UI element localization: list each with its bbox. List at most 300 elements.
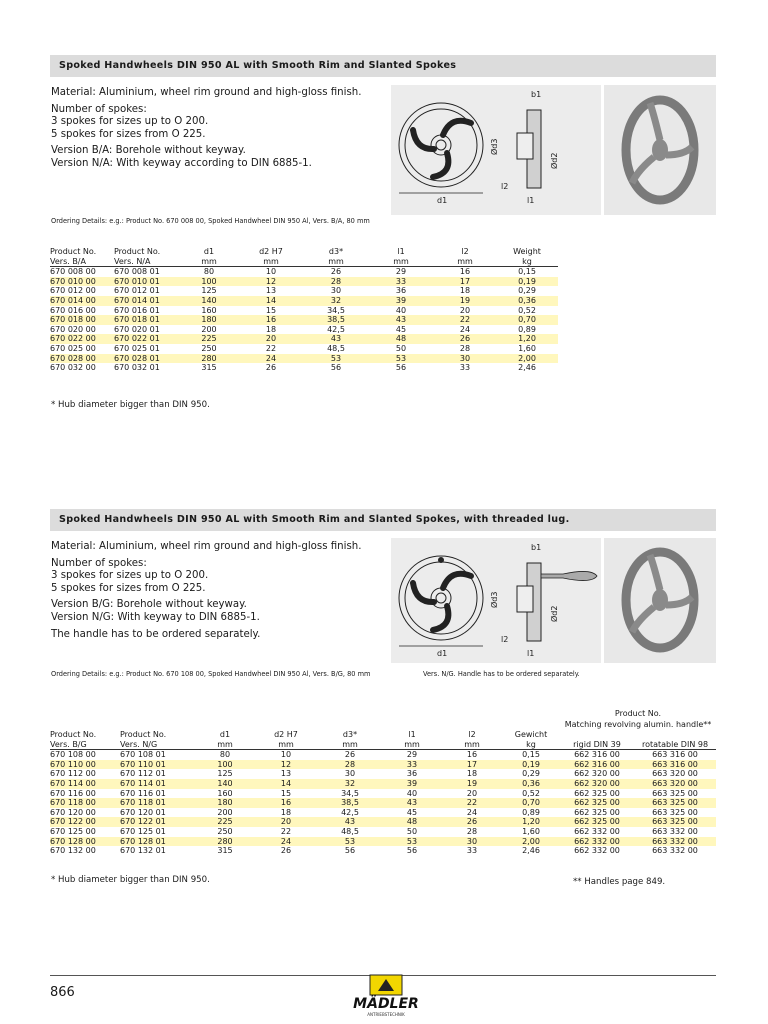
- table-cell: 663 332 00: [652, 846, 698, 856]
- table-cell: 15: [280, 788, 292, 798]
- table-cell: 28: [459, 343, 471, 353]
- table-cell: 670 016 00: [50, 305, 96, 315]
- table-cell: 19: [434, 296, 496, 306]
- table-cell: 670 014 01: [114, 296, 180, 306]
- table-cell: 670 125 00: [50, 826, 96, 836]
- table-cell: 16: [466, 750, 478, 760]
- table-cell: 17: [442, 760, 502, 770]
- table-cell: 42,5: [341, 807, 359, 817]
- table-cell: 1,20: [502, 817, 560, 827]
- version-line: Version B/G: Borehole without keyway.: [51, 599, 247, 611]
- table-cell: 33: [466, 846, 478, 856]
- table-cell: 43: [304, 334, 368, 344]
- technical-drawing: [391, 538, 601, 663]
- table-cell: 0,29: [518, 286, 536, 296]
- table-cell: 50: [406, 826, 418, 836]
- section1-title: Spoked Handwheels DIN 950 AL with Smooth Rim and Slanted Spokes: [50, 55, 716, 77]
- table-cell: 670 116 00: [50, 788, 96, 798]
- table-cell: 663 325 00: [634, 817, 716, 827]
- table-cell: 0,36: [502, 779, 560, 789]
- table-cell: 670 028 00: [50, 354, 114, 364]
- table-row: [50, 306, 558, 316]
- table-cell: 43: [318, 817, 382, 827]
- table-cell: 24: [459, 324, 471, 334]
- column-header: Product No.: [50, 730, 97, 739]
- table-group-header: [50, 708, 716, 730]
- table-cell: 250: [217, 826, 233, 836]
- l2-label: l2: [501, 182, 509, 191]
- table-cell: 662 325 00: [574, 788, 620, 798]
- table-cell: 22: [265, 343, 277, 353]
- table-row: [50, 808, 716, 818]
- table-cell: 24: [466, 807, 478, 817]
- column-header: rotatable DIN 98: [634, 740, 716, 750]
- table-cell: 0,29: [522, 769, 540, 779]
- table-cell: 0,15: [522, 750, 540, 760]
- table-cell: 53: [304, 354, 368, 364]
- table-cell: 34,5: [327, 305, 345, 315]
- column-header: d2 H7: [259, 247, 283, 256]
- table-cell: 36: [395, 286, 407, 296]
- table-cell: 0,19: [502, 760, 560, 770]
- table-row: [50, 363, 558, 373]
- column-header: Product No.: [120, 730, 167, 739]
- spokes-line: 5 spokes for sizes from O 225.: [51, 582, 206, 594]
- column-header: mm: [434, 257, 496, 267]
- brand-logo-mark: [336, 973, 436, 1019]
- table-cell: 48: [382, 817, 442, 827]
- table-cell: 670 025 01: [114, 343, 160, 353]
- table-cell: 24: [238, 354, 304, 364]
- footnote: * Hub diameter bigger than DIN 950.: [51, 400, 210, 410]
- table-cell: 662 332 00: [574, 846, 620, 856]
- handwheel-photo: [604, 85, 716, 215]
- table-row: [50, 325, 558, 335]
- table-cell: 30: [442, 837, 502, 847]
- column-header: mm: [368, 257, 434, 267]
- column-header: d3*: [342, 730, 358, 739]
- d3-label: Ød3: [490, 591, 499, 608]
- table-cell: 33: [382, 760, 442, 770]
- table-cell: 22: [434, 315, 496, 325]
- table-cell: 670 032 01: [114, 363, 160, 373]
- column-header: l1: [408, 730, 416, 739]
- l2-label: l2: [501, 635, 509, 644]
- table-cell: 670 122 01: [120, 817, 196, 827]
- table-cell: 662 316 00: [560, 760, 634, 770]
- table-cell: 56: [395, 363, 407, 373]
- table-cell: 48,5: [327, 343, 345, 353]
- table-cell: 662 320 00: [574, 769, 620, 779]
- material-line: Material: Aluminium, wheel rim ground and high-gloss finish.: [51, 87, 362, 98]
- table-cell: 53: [382, 837, 442, 847]
- table-row: [50, 296, 558, 306]
- column-header: mm: [442, 740, 502, 750]
- table-cell: 36: [406, 769, 418, 779]
- table-cell: 2,00: [496, 354, 558, 364]
- table-row: [50, 789, 716, 799]
- table-cell: 250: [201, 343, 217, 353]
- table-cell: 80: [219, 750, 231, 760]
- table-cell: 17: [434, 277, 496, 287]
- table-cell: 48,5: [341, 826, 359, 836]
- table-cell: 20: [459, 305, 471, 315]
- handwheel-photo: [604, 538, 716, 663]
- table-cell: 670 120 01: [120, 807, 166, 817]
- table-cell: 19: [442, 779, 502, 789]
- table-cell: 663 325 00: [652, 788, 698, 798]
- product-photo: [604, 538, 716, 663]
- table-cell: 18: [466, 769, 478, 779]
- table-cell: 662 325 00: [560, 798, 634, 808]
- column-header: Vers. N/A: [114, 257, 180, 267]
- spokes-title: Number of spokes:: [51, 557, 147, 569]
- table-cell: 670 110 00: [50, 760, 120, 770]
- column-header: kg: [502, 740, 560, 750]
- table-cell: 670 018 01: [114, 315, 180, 325]
- table-cell: 670 032 00: [50, 363, 96, 373]
- table-cell: 14: [254, 779, 318, 789]
- section1-description: [51, 87, 361, 171]
- table-cell: 670 012 00: [50, 286, 96, 296]
- page-number: 866: [50, 985, 75, 1000]
- table-cell: 280: [196, 837, 254, 847]
- table-cell: 670 112 00: [50, 769, 96, 779]
- table-cell: 45: [406, 807, 418, 817]
- table-header-row: [50, 247, 558, 257]
- table-cell: 670 008 01: [114, 267, 160, 277]
- table-cell: 663 316 00: [634, 760, 716, 770]
- handwheel-drawing: [391, 538, 601, 663]
- table-cell: 670 118 01: [120, 798, 196, 808]
- table-cell: 662 332 00: [560, 837, 634, 847]
- table-cell: 13: [280, 769, 292, 779]
- table-cell: 53: [318, 837, 382, 847]
- table-cell: 28: [304, 277, 368, 287]
- table-row: [50, 817, 716, 827]
- column-header: d2 H7: [274, 730, 298, 739]
- column-header: mm: [180, 257, 238, 267]
- table-cell: 22: [280, 826, 292, 836]
- table-cell: 22: [442, 798, 502, 808]
- table-cell: 670 108 01: [120, 750, 166, 760]
- b1-label: b1: [531, 90, 542, 99]
- table-cell: 0,89: [518, 324, 536, 334]
- footnote-handles: ** Handles page 849.: [573, 877, 666, 887]
- table-cell: 100: [180, 277, 238, 287]
- table-cell: 50: [395, 343, 407, 353]
- table-cell: 670 018 00: [50, 315, 114, 325]
- table-cell: 670 125 01: [120, 826, 166, 836]
- brand-logo: [336, 973, 436, 1019]
- table-cell: 670 112 01: [120, 769, 166, 779]
- table-cell: 20: [254, 817, 318, 827]
- table-cell: 0,70: [502, 798, 560, 808]
- table-row: [50, 354, 558, 364]
- table-cell: 140: [196, 779, 254, 789]
- table-header-row: [50, 257, 558, 267]
- table-cell: 670 008 00: [50, 267, 96, 277]
- table-cell: 53: [368, 354, 434, 364]
- ordering-details: Ordering Details: e.g.: Product No. 670 108 00, Spoked Handwheel DIN 950 Al, Vers. B/G, 80 mm: [51, 670, 371, 678]
- table-cell: 180: [196, 798, 254, 808]
- table-row: [50, 334, 558, 344]
- table-cell: 0,89: [522, 807, 540, 817]
- table-cell: 0,15: [518, 267, 536, 277]
- table-cell: 663 320 00: [634, 779, 716, 789]
- table-header-row: [50, 730, 716, 740]
- table-cell: 670 020 01: [114, 324, 160, 334]
- table-row: [50, 846, 716, 856]
- column-header: Vers. B/G: [50, 740, 120, 750]
- product-table: [50, 247, 558, 373]
- table-cell: 200: [201, 324, 217, 334]
- material-line: Material: Aluminium, wheel rim ground and high-gloss finish.: [51, 541, 362, 552]
- table-cell: 32: [304, 296, 368, 306]
- table-cell: 670 016 01: [114, 305, 160, 315]
- product-table: [50, 708, 716, 856]
- ordering-details: Ordering Details: e.g.: Product No. 670 008 00, Spoked Handwheel DIN 950 Al, Vers. B/A, 80 mm: [51, 217, 370, 225]
- group-header-label: Product No. Matching revolving alumin. handle**: [564, 709, 712, 729]
- column-header: mm: [318, 740, 382, 750]
- table-cell: 670 110 01: [120, 760, 196, 770]
- b1-label: b1: [531, 543, 542, 552]
- table-cell: 34,5: [341, 788, 359, 798]
- table-cell: 80: [203, 267, 215, 277]
- d2-label: Ød2: [550, 152, 559, 169]
- table-cell: 20: [238, 334, 304, 344]
- table-cell: 670 132 01: [120, 846, 166, 856]
- table-cell: 24: [254, 837, 318, 847]
- table-cell: 29: [406, 750, 418, 760]
- table-cell: 12: [238, 277, 304, 287]
- section2-description: [51, 541, 361, 641]
- d1-label: d1: [437, 649, 448, 658]
- table-row: [50, 779, 716, 789]
- table-cell: 315: [217, 846, 233, 856]
- table-cell: 32: [318, 779, 382, 789]
- table-row: [50, 798, 716, 808]
- table-cell: 39: [382, 779, 442, 789]
- section2-title: Spoked Handwheels DIN 950 AL with Smooth Rim and Slanted Spokes, with threaded lug.: [50, 509, 716, 531]
- table-cell: 670 128 00: [50, 837, 120, 847]
- table-row: [50, 827, 716, 837]
- table-cell: 12: [254, 760, 318, 770]
- table-cell: 670 022 01: [114, 334, 180, 344]
- table-cell: 670 120 00: [50, 807, 96, 817]
- table-cell: 315: [201, 363, 217, 373]
- table-cell: 56: [330, 363, 342, 373]
- table-cell: 662 325 00: [574, 807, 620, 817]
- l1-label: l1: [527, 196, 535, 205]
- table-cell: 40: [406, 788, 418, 798]
- table-cell: 18: [265, 324, 277, 334]
- table-cell: 662 320 00: [560, 779, 634, 789]
- table-cell: 663 325 00: [634, 798, 716, 808]
- footnote: * Hub diameter bigger than DIN 950.: [51, 875, 210, 885]
- table-row: [50, 344, 558, 354]
- table-cell: 40: [395, 305, 407, 315]
- table-cell: 670 128 01: [120, 837, 196, 847]
- table-cell: 48: [368, 334, 434, 344]
- table-cell: 13: [265, 286, 277, 296]
- table-row: [50, 750, 716, 760]
- table-cell: 670 014 00: [50, 296, 114, 306]
- table-cell: 670 118 00: [50, 798, 120, 808]
- table-cell: 0,19: [496, 277, 558, 287]
- table-row: [50, 315, 558, 325]
- table-cell: 0,52: [518, 305, 536, 315]
- table-cell: 663 332 00: [634, 837, 716, 847]
- column-header: Product No.: [50, 247, 97, 256]
- d3-label: Ød3: [490, 138, 499, 155]
- table-cell: 670 028 01: [114, 354, 180, 364]
- table-cell: 670 010 00: [50, 277, 114, 287]
- column-header: kg: [496, 257, 558, 267]
- table-cell: 42,5: [327, 324, 345, 334]
- table-cell: 670 108 00: [50, 750, 96, 760]
- table-cell: 100: [196, 760, 254, 770]
- table-cell: 26: [434, 334, 496, 344]
- ordering-note: Vers. N/G. Handle has to be ordered separately.: [423, 670, 580, 678]
- column-header: l1: [397, 247, 405, 256]
- handwheel-drawing: [391, 85, 601, 215]
- table-cell: 662 325 00: [560, 817, 634, 827]
- table-cell: 38,5: [318, 798, 382, 808]
- table-cell: 670 132 00: [50, 846, 96, 856]
- table-cell: 26: [344, 750, 356, 760]
- table-cell: 0,70: [496, 315, 558, 325]
- table-cell: 26: [280, 846, 292, 856]
- column-header: d1: [203, 247, 215, 256]
- version-line: Version N/A: With keyway according to DIN 6885-1.: [51, 157, 312, 169]
- table-cell: 33: [459, 363, 471, 373]
- column-header: mm: [254, 740, 318, 750]
- table-cell: 160: [217, 788, 233, 798]
- table-cell: 125: [201, 286, 217, 296]
- table-cell: 663 320 00: [652, 769, 698, 779]
- table-row: [50, 277, 558, 287]
- column-header: d3*: [328, 247, 344, 256]
- brand-name: MÄDLER: [353, 996, 419, 1012]
- table-cell: 14: [238, 296, 304, 306]
- table-cell: 1,60: [518, 343, 536, 353]
- d1-label: d1: [437, 196, 448, 205]
- table-cell: 28: [318, 760, 382, 770]
- table-cell: 28: [466, 826, 478, 836]
- column-header: Product No.: [114, 247, 161, 256]
- column-header: Vers. B/A: [50, 257, 114, 267]
- table-cell: 662 316 00: [574, 750, 620, 760]
- table-cell: 18: [459, 286, 471, 296]
- table-cell: 160: [201, 305, 217, 315]
- table-cell: 140: [180, 296, 238, 306]
- table-cell: 0,52: [522, 788, 540, 798]
- table-cell: 280: [180, 354, 238, 364]
- column-header: mm: [382, 740, 442, 750]
- l1-label: l1: [527, 649, 535, 658]
- brand-tagline: ANTRIEBSTECHNIK: [367, 1012, 405, 1017]
- spokes-title: Number of spokes:: [51, 103, 147, 115]
- table-cell: 30: [434, 354, 496, 364]
- table-cell: 45: [395, 324, 407, 334]
- column-header: mm: [238, 257, 304, 267]
- column-header: l2: [461, 247, 469, 256]
- table-cell: 662 332 00: [574, 826, 620, 836]
- table-cell: 225: [196, 817, 254, 827]
- column-header: Gewicht: [514, 730, 548, 739]
- table-cell: 16: [459, 267, 471, 277]
- table-cell: 670 022 00: [50, 334, 114, 344]
- table-cell: 1,60: [522, 826, 540, 836]
- table-cell: 29: [395, 267, 407, 277]
- table-cell: 43: [368, 315, 434, 325]
- table-cell: 125: [217, 769, 233, 779]
- column-header: mm: [196, 740, 254, 750]
- table-cell: 20: [466, 788, 478, 798]
- table-cell: 18: [280, 807, 292, 817]
- table-header-row: [50, 740, 716, 750]
- table-cell: 16: [238, 315, 304, 325]
- table-row: [50, 286, 558, 296]
- table-cell: 0,36: [496, 296, 558, 306]
- column-header: [560, 730, 634, 740]
- table-cell: 670 010 01: [114, 277, 180, 287]
- table-cell: 670 114 01: [120, 779, 196, 789]
- spokes-line: 5 spokes for sizes from O 225.: [51, 128, 206, 140]
- d2-label: Ød2: [550, 605, 559, 622]
- table-cell: 200: [217, 807, 233, 817]
- table-cell: 33: [368, 277, 434, 287]
- technical-drawing: [391, 85, 601, 215]
- column-header: rigid DIN 39: [560, 740, 634, 750]
- table-cell: 225: [180, 334, 238, 344]
- table-cell: 56: [344, 846, 356, 856]
- column-header: Weight: [513, 247, 541, 256]
- table-cell: 43: [382, 798, 442, 808]
- table-row: [50, 267, 558, 277]
- column-header: [634, 730, 716, 740]
- table-cell: 670 012 01: [114, 286, 160, 296]
- table-cell: 670 020 00: [50, 324, 96, 334]
- version-line: Version N/G: With keyway to DIN 6885-1.: [51, 611, 260, 623]
- spokes-line: 3 spokes for sizes up to O 200.: [51, 116, 209, 128]
- table-cell: 663 316 00: [652, 750, 698, 760]
- table-cell: 10: [280, 750, 292, 760]
- table-cell: 670 025 00: [50, 343, 96, 353]
- table-cell: 38,5: [304, 315, 368, 325]
- table-cell: 15: [265, 305, 277, 315]
- table-cell: 26: [442, 817, 502, 827]
- table-cell: 26: [265, 363, 277, 373]
- table-row: [50, 760, 716, 770]
- column-header: Vers. N/G: [120, 740, 196, 750]
- table-cell: 2,46: [522, 846, 540, 856]
- table-cell: 10: [265, 267, 277, 277]
- column-header: d1: [219, 730, 231, 739]
- table-cell: 670 122 00: [50, 817, 120, 827]
- table-cell: 2,46: [518, 363, 536, 373]
- table-row: [50, 769, 716, 779]
- table-cell: 670 116 01: [120, 788, 166, 798]
- table-cell: 30: [330, 286, 342, 296]
- table-cell: 1,20: [496, 334, 558, 344]
- column-header: mm: [304, 257, 368, 267]
- table-cell: 16: [254, 798, 318, 808]
- table-cell: 180: [180, 315, 238, 325]
- table-cell: 26: [330, 267, 342, 277]
- table-cell: 663 325 00: [652, 807, 698, 817]
